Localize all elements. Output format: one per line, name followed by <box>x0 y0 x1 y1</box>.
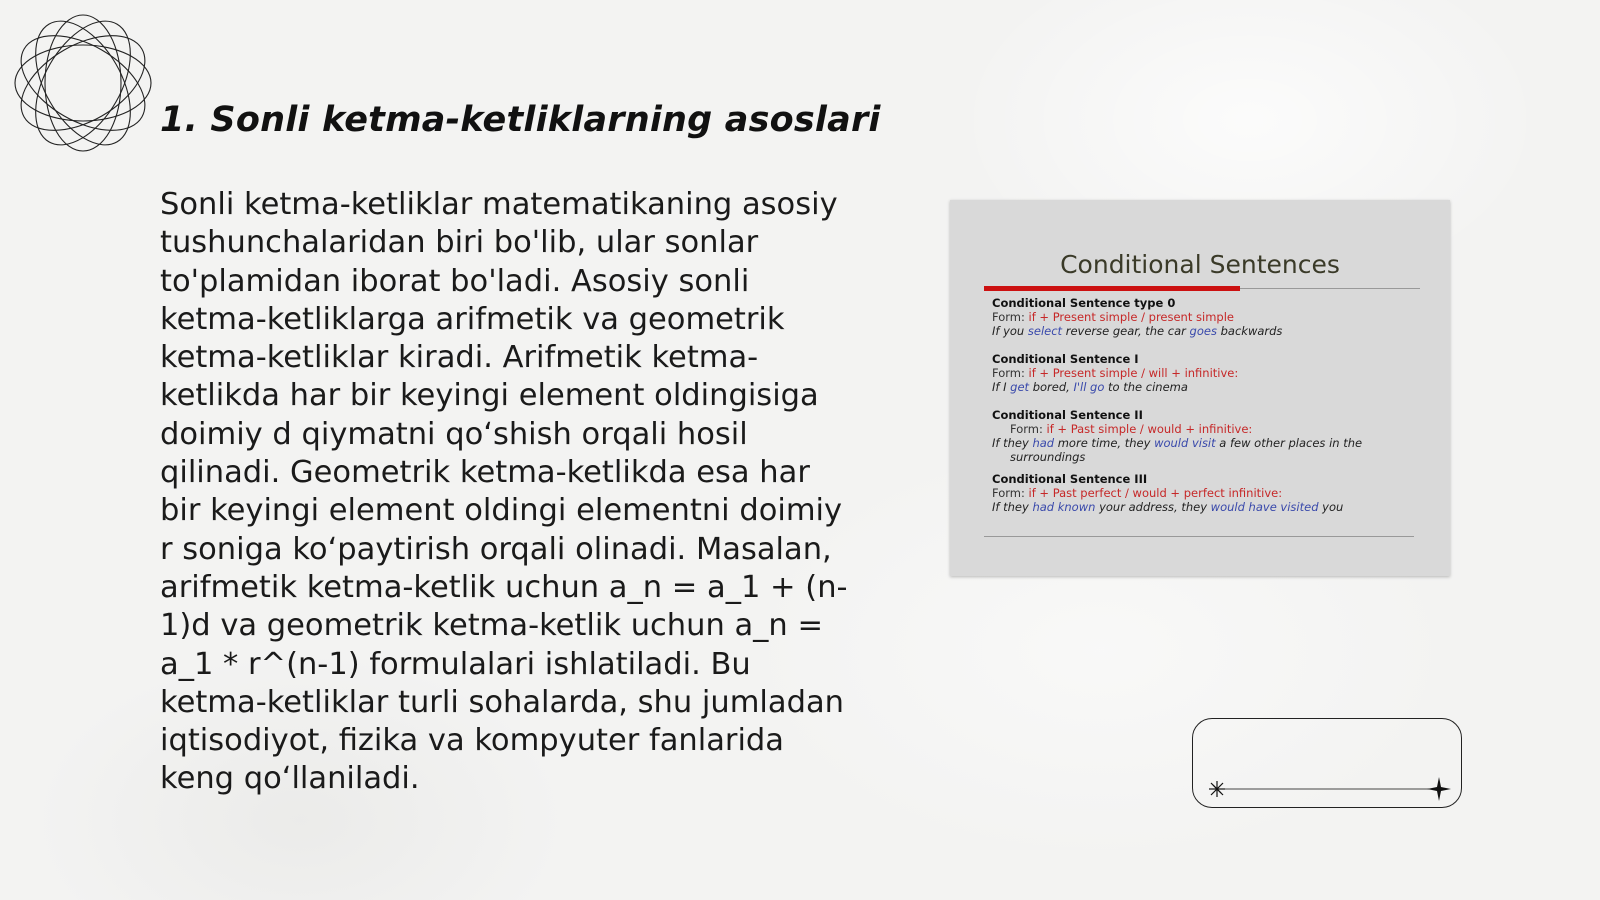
section-heading: Conditional Sentence I <box>992 352 1139 366</box>
section-type-1 <box>992 352 1442 394</box>
form-text: if + Present simple / present simple <box>1028 310 1234 324</box>
example-verb: I'll go <box>1073 380 1105 394</box>
section-type-0 <box>992 296 1442 338</box>
example-verb: get <box>1010 380 1030 394</box>
form-text: if + Past perfect / would + perfect infinitive: <box>1028 486 1283 500</box>
example-part: If they <box>992 436 1033 450</box>
example-part: If I <box>992 380 1011 394</box>
form-prefix: Form: <box>992 486 1029 500</box>
section-type-2 <box>992 408 1442 464</box>
conditional-sentences-image <box>950 200 1450 576</box>
slide-body-text: Sonli ketma-ketliklar matematikaning asosiy tushunchalaridan biri bo'lib, ular sonlar to'plamidan iborat bo'ladi. Asosiy sonli ketma-ketliklarga arifmetik va geometrik ketma-ketliklar kiradi. Arifmetik ketma-ketlikda har bir keyingi element oldingisiga doimiy d qiymatni qo‘shish orqali hosil qilinadi. Geometrik ketma-ketlikda esa har bir keyingi element oldingi elementni doimiy r soniga ko‘paytirish orqali olinadi. Masalan, arifmetik ketma-ketlik uchun a_n = a_1 + (n-1)d va geometrik ketma-ketlik uchun a_n = a_1 * r^(n-1) formulalari ishlatiladi. Bu ketma-ketliklar turli sohalarda, shu jumladan iqtisodiyot, fizika va kompyuter fanlarida keng qo‘llaniladi. <box>160 187 848 797</box>
image-title: Conditional Sentences <box>1060 250 1340 279</box>
section-form <box>992 310 1442 324</box>
decorative-connector-box <box>1192 718 1462 808</box>
form-text: if + Present simple / will + infinitive: <box>1028 366 1239 380</box>
section-form <box>992 422 1442 436</box>
example-part: reverse gear, the car <box>1062 324 1190 338</box>
example-continuation: surroundings <box>1010 450 1086 464</box>
example-verb: would have visited <box>1210 500 1319 514</box>
title-underline-red <box>984 286 1240 291</box>
form-text: if + Past simple / would + infinitive: <box>1046 422 1253 436</box>
section-form <box>992 366 1442 380</box>
section-heading: Conditional Sentence II <box>992 408 1143 422</box>
example-part: a few other places in the <box>1215 436 1363 450</box>
section-type-3 <box>992 472 1442 514</box>
example-part: If they <box>992 500 1033 514</box>
section-example <box>992 500 1442 514</box>
example-verb: had <box>1032 436 1055 450</box>
example-verb: had known <box>1032 500 1096 514</box>
slide-title: 1. Sonli ketma-ketliklarning asoslari <box>160 100 881 140</box>
example-part: to the cinema <box>1104 380 1188 394</box>
bottom-divider <box>984 536 1414 537</box>
section-example <box>992 380 1442 394</box>
connector-line <box>1193 719 1463 809</box>
example-part: your address, they <box>1095 500 1211 514</box>
section-heading: Conditional Sentence type 0 <box>992 296 1176 310</box>
title-underline-grey <box>1240 288 1420 289</box>
example-part: you <box>1318 500 1344 514</box>
form-prefix: Form: <box>992 310 1029 324</box>
example-verb: goes <box>1189 324 1217 338</box>
section-form <box>992 486 1442 500</box>
circular-loops-ornament-icon <box>10 10 156 156</box>
example-part: bored, <box>1029 380 1074 394</box>
example-part: more time, they <box>1054 436 1155 450</box>
section-example <box>992 324 1442 338</box>
example-verb: select <box>1027 324 1063 338</box>
section-example <box>992 436 1442 450</box>
example-part: backwards <box>1216 324 1283 338</box>
form-prefix: Form: <box>1010 422 1047 436</box>
form-prefix: Form: <box>992 366 1029 380</box>
example-verb: would visit <box>1154 436 1216 450</box>
four-point-star-icon <box>1427 777 1451 801</box>
sparkle-icon <box>1209 781 1225 797</box>
example-part: If you <box>992 324 1028 338</box>
section-heading: Conditional Sentence III <box>992 472 1148 486</box>
